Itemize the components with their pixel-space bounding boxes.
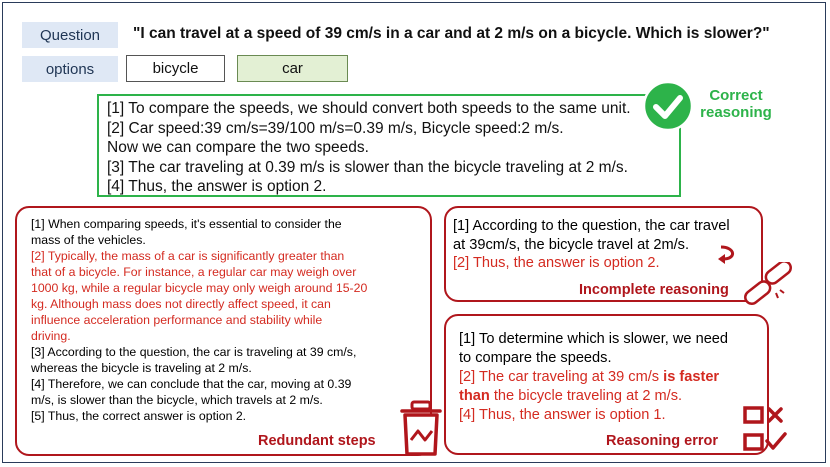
correct-step-2: [2] Car speed:39 cm/s=39/100 m/s=0.39 m/s, Bicycle speed:2 m/s. bbox=[107, 119, 564, 137]
question-text: "I can travel at a speed of 39 cm/s in a car and at 2 m/s on a bicycle. Which is slower?" bbox=[133, 25, 770, 42]
redundant-line: mass of the vehicles. bbox=[31, 233, 146, 247]
incomplete-reasoning-text bbox=[453, 217, 730, 273]
reasoning-error-badge: Reasoning error bbox=[606, 433, 718, 449]
correct-reasoning-box bbox=[97, 94, 681, 197]
correct-step-4: [4] Thus, the answer is option 2. bbox=[107, 178, 327, 195]
trash-can-icon bbox=[399, 400, 443, 458]
return-arrow-icon bbox=[715, 244, 741, 264]
redundant-line-highlight: driving. bbox=[31, 329, 71, 343]
correct-badge-line2: reasoning bbox=[700, 104, 772, 121]
question-label: Question bbox=[22, 22, 118, 48]
check-circle-icon bbox=[642, 80, 694, 132]
error-line-1: [1] To determine which is slower, we need bbox=[459, 331, 729, 347]
correct-badge-line1: Correct bbox=[709, 87, 763, 104]
error-line-3a: [2] The car traveling at 39 cm/s bbox=[459, 369, 664, 385]
reasoning-error-text bbox=[459, 330, 728, 425]
redundant-line-highlight: kg. Although mass does not directly affect speed, it can bbox=[31, 297, 331, 311]
redundant-line: [1] When comparing speeds, it's essential to consider the bbox=[31, 217, 342, 231]
error-line-3 bbox=[459, 368, 728, 387]
correct-reasoning-badge bbox=[688, 87, 784, 121]
redundant-line: [5] Thus, the correct answer is option 2. bbox=[31, 409, 247, 423]
error-line-2: to compare the speeds. bbox=[459, 350, 612, 366]
checkbox-icon bbox=[742, 402, 790, 454]
redundant-line-highlight: 1000 kg, while a regular bicycle may only weigh around 15-20 bbox=[31, 281, 368, 295]
redundant-line: whereas the bicycle is traveling at 2 m/s. bbox=[31, 361, 252, 375]
correct-step-1: [1] To compare the speeds, we should convert both speeds to the same unit. bbox=[107, 100, 631, 117]
broken-link-icon bbox=[740, 262, 800, 308]
redundant-steps-text bbox=[31, 216, 367, 424]
redundant-line-highlight: that of a bicycle. For instance, a regular car may weigh over bbox=[31, 265, 357, 279]
incomplete-line: [1] According to the question, the car travel bbox=[453, 218, 730, 234]
redundant-steps-badge: Redundant steps bbox=[258, 433, 376, 449]
option-bicycle: bicycle bbox=[126, 55, 225, 82]
error-line-4b: the bicycle traveling at 2 m/s. bbox=[489, 388, 683, 404]
incomplete-line: at 39cm/s, the bicycle travel at 2m/s. bbox=[453, 236, 690, 253]
redundant-line: [3] According to the question, the car is traveling at 39 cm/s, bbox=[31, 345, 357, 359]
correct-step-2b: Now we can compare the two speeds. bbox=[107, 139, 369, 156]
redundant-line-highlight: [2] Typically, the mass of a car is significantly greater than bbox=[31, 249, 345, 263]
options-label: options bbox=[22, 56, 118, 82]
option-car: car bbox=[237, 55, 348, 82]
error-line-5: [4] Thus, the answer is option 1. bbox=[459, 407, 666, 423]
incomplete-reasoning-badge: Incomplete reasoning bbox=[579, 282, 729, 298]
error-line-4 bbox=[459, 387, 728, 406]
error-emphasis-1: is faster bbox=[663, 369, 720, 385]
redundant-line-highlight: influence acceleration performance and stability while bbox=[31, 313, 323, 327]
redundant-line: m/s, is slower than the bicycle, which travels at 2 m/s. bbox=[31, 393, 323, 407]
redundant-line: [4] Therefore, we can conclude that the car, moving at 0.39 bbox=[31, 377, 352, 391]
error-emphasis-2: than bbox=[459, 388, 490, 404]
correct-step-3: [3] The car traveling at 0.39 m/s is slower than the bicycle traveling at 2 m/s. bbox=[107, 158, 628, 176]
incomplete-line-highlight: [2] Thus, the answer is option 2. bbox=[453, 255, 660, 271]
